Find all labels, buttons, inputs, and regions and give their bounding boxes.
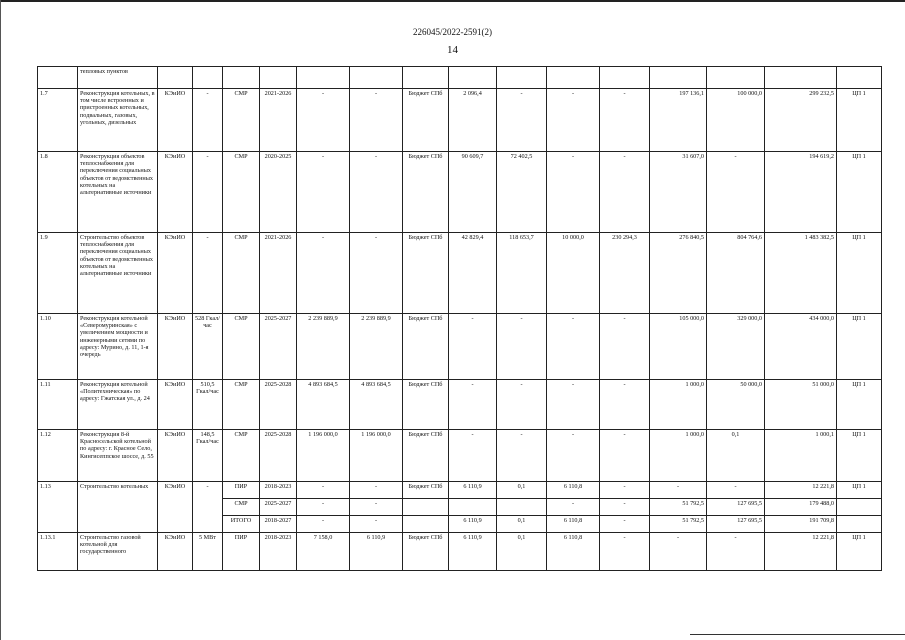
cell-year-3: 6 110,8 bbox=[547, 482, 600, 499]
cell-year-1: - bbox=[449, 314, 497, 380]
cell-year-2: - bbox=[497, 89, 547, 152]
cell-capacity: 528 Гкал/час bbox=[193, 314, 223, 380]
cell-year-2: 0,1 bbox=[497, 533, 547, 571]
cell-year-2: 0,1 bbox=[497, 482, 547, 499]
table-row bbox=[38, 67, 882, 89]
cell-year-6: 50 000,0 bbox=[707, 380, 765, 430]
cell-name: Строительство газовой котельной для государственного bbox=[78, 533, 158, 571]
cell-work: СМР bbox=[223, 152, 260, 233]
table-row bbox=[38, 430, 882, 482]
table-row bbox=[38, 533, 882, 571]
cell-cost: 1 196 000,0 bbox=[297, 430, 350, 482]
cell-cost: - bbox=[297, 482, 350, 499]
cell-year-4: - bbox=[600, 314, 650, 380]
cell-year-5: 51 792,5 bbox=[650, 516, 707, 533]
cell-cost-remaining: 6 110,9 bbox=[350, 533, 403, 571]
table-row bbox=[38, 314, 882, 380]
cell-year-1 bbox=[449, 499, 497, 516]
cell-year-6: - bbox=[707, 533, 765, 571]
table-row bbox=[38, 380, 882, 430]
cell-name: тепловых пунктов bbox=[78, 67, 158, 89]
cell-no bbox=[38, 67, 78, 89]
cell-cost: 2 239 889,9 bbox=[297, 314, 350, 380]
cell-total: 12 221,8 bbox=[765, 533, 837, 571]
cell-year-1: - bbox=[449, 380, 497, 430]
cell-capacity: 148,5 Гкал/час bbox=[193, 430, 223, 482]
cell-goal: ЦП 1 bbox=[837, 430, 882, 482]
cell-year-2: 72 402,5 bbox=[497, 152, 547, 233]
cell-year-3: - bbox=[547, 152, 600, 233]
document-number: 226045/2022-2591(2) bbox=[413, 27, 492, 37]
cell-name: Реконструкция 8-й Красносельской котельной по адресу: г. Красное Село, Кингисеппское шоссе, д. 55 bbox=[78, 430, 158, 482]
cell-year-5: 51 792,5 bbox=[650, 499, 707, 516]
cell-total: 179 488,0 bbox=[765, 499, 837, 516]
cell-year-5: - bbox=[650, 533, 707, 571]
cell-goal: ЦП 1 bbox=[837, 380, 882, 430]
cell-year-3: 10 000,0 bbox=[547, 233, 600, 314]
cell-year-1: - bbox=[449, 430, 497, 482]
cell-year-2: - bbox=[497, 314, 547, 380]
cell-cost: - bbox=[297, 233, 350, 314]
cell-cost-remaining: 1 196 000,0 bbox=[350, 430, 403, 482]
cell-period: 2021-2026 bbox=[260, 233, 297, 314]
scan-bottom-mark bbox=[690, 634, 905, 635]
cell-year-2: - bbox=[497, 380, 547, 430]
cell-period: 2025-2028 bbox=[260, 380, 297, 430]
cell-org: КЭиИО bbox=[158, 233, 193, 314]
cell-source: Бюджет СПб bbox=[403, 314, 449, 380]
cell-name: Строительство объектов теплоснабжения для переключения социальных объектов от ведомственных котельных на альтернативные источники bbox=[78, 233, 158, 314]
cell-year-6: 804 764,6 bbox=[707, 233, 765, 314]
cell-year-3: - bbox=[547, 89, 600, 152]
cell-year-6: - bbox=[707, 482, 765, 499]
cell-cost: - bbox=[297, 152, 350, 233]
cell-cost-remaining: - bbox=[350, 482, 403, 499]
cell-year-1: 6 110,9 bbox=[449, 516, 497, 533]
cell-year-6: 127 695,5 bbox=[707, 516, 765, 533]
cell-year-4: 230 294,3 bbox=[600, 233, 650, 314]
cell-total: 12 221,8 bbox=[765, 482, 837, 499]
cell-year-6: - bbox=[707, 152, 765, 233]
cell-year-4: - bbox=[600, 516, 650, 533]
cell-year-2 bbox=[497, 499, 547, 516]
cell-year-3: - bbox=[547, 314, 600, 380]
cell-source: Бюджет СПб bbox=[403, 482, 449, 499]
cell-source: Бюджет СПб bbox=[403, 89, 449, 152]
cell-cost-remaining: - bbox=[350, 89, 403, 152]
cell-period: 2018-2027 bbox=[260, 516, 297, 533]
cell-no: 1.13 bbox=[38, 482, 78, 533]
cell-year-1: 90 609,7 bbox=[449, 152, 497, 233]
table-body bbox=[38, 67, 882, 571]
cell-year-5: 197 136,1 bbox=[650, 89, 707, 152]
cell-total: 1 483 382,5 bbox=[765, 233, 837, 314]
cell-year-1: 6 110,9 bbox=[449, 533, 497, 571]
cell-year-3: - bbox=[547, 430, 600, 482]
cell-org: КЭиИО bbox=[158, 482, 193, 533]
cell-no: 1.7 bbox=[38, 89, 78, 152]
cell-source: Бюджет СПб bbox=[403, 380, 449, 430]
cell-work: СМР bbox=[223, 233, 260, 314]
cell-org: КЭиИО bbox=[158, 152, 193, 233]
cell-no: 1.12 bbox=[38, 430, 78, 482]
cell-year-4: - bbox=[600, 89, 650, 152]
cell-no: 1.11 bbox=[38, 380, 78, 430]
cell-cost-remaining: - bbox=[350, 152, 403, 233]
cell-goal: ЦП 1 bbox=[837, 89, 882, 152]
cell-total: 1 000,1 bbox=[765, 430, 837, 482]
cell-year-2: 118 653,7 bbox=[497, 233, 547, 314]
table-row bbox=[38, 482, 882, 499]
cell-year-3: 6 110,8 bbox=[547, 516, 600, 533]
cell-cost-remaining: - bbox=[350, 233, 403, 314]
table-row bbox=[38, 233, 882, 314]
cell-year-5: 31 607,0 bbox=[650, 152, 707, 233]
cell-org: КЭиИО bbox=[158, 89, 193, 152]
cell-year-6: 100 000,0 bbox=[707, 89, 765, 152]
cell-work: СМР bbox=[223, 314, 260, 380]
cell-capacity: - bbox=[193, 152, 223, 233]
cell-goal: ЦП 1 bbox=[837, 314, 882, 380]
cell-year-5: 105 000,0 bbox=[650, 314, 707, 380]
cell-year-1: 6 110,9 bbox=[449, 482, 497, 499]
page-number: 14 bbox=[447, 44, 458, 56]
cell-year-4: - bbox=[600, 533, 650, 571]
cell-source: Бюджет СПб bbox=[403, 233, 449, 314]
cell-capacity: - bbox=[193, 233, 223, 314]
cell-work: СМР bbox=[223, 499, 260, 516]
cell-period: 2020-2025 bbox=[260, 152, 297, 233]
cell-period: 2021-2026 bbox=[260, 89, 297, 152]
cell-year-5: 276 840,5 bbox=[650, 233, 707, 314]
cell-name: Реконструкция котельной «Северомуринская» с увеличением мощности и инженерными сетями по адресу: Мурино, д. 11, 1-я очередь bbox=[78, 314, 158, 380]
cell-year-4: - bbox=[600, 152, 650, 233]
cell-work: СМР bbox=[223, 430, 260, 482]
cell-year-4: - bbox=[600, 380, 650, 430]
cell-name: Строительство котельных bbox=[78, 482, 158, 533]
cell-year-4: - bbox=[600, 499, 650, 516]
cell-name: Реконструкция объектов теплоснабжения для переключения социальных объектов от ведомственных котельных на альтернативные источники bbox=[78, 152, 158, 233]
cell-capacity: - bbox=[193, 482, 223, 533]
cell-cost: - bbox=[297, 499, 350, 516]
table-row bbox=[38, 152, 882, 233]
cell-total: 191 709,8 bbox=[765, 516, 837, 533]
cell-org: КЭиИО bbox=[158, 430, 193, 482]
cell-year-3: - bbox=[547, 499, 600, 516]
cell-period: 2025-2027 bbox=[260, 499, 297, 516]
cell-year-5: - bbox=[650, 482, 707, 499]
cell-work: СМР bbox=[223, 380, 260, 430]
cell-source: Бюджет СПб bbox=[403, 152, 449, 233]
cell-cost: - bbox=[297, 89, 350, 152]
cell-year-5: 1 000,0 bbox=[650, 380, 707, 430]
cell-cost-remaining: - bbox=[350, 499, 403, 516]
cell-year-4: - bbox=[600, 482, 650, 499]
cell-no: 1.10 bbox=[38, 314, 78, 380]
cell-no: 1.9 bbox=[38, 233, 78, 314]
cell-total: 51 000,0 bbox=[765, 380, 837, 430]
cell-org: КЭиИО bbox=[158, 380, 193, 430]
cell-capacity: - bbox=[193, 89, 223, 152]
cell-year-3: 6 110,8 bbox=[547, 533, 600, 571]
scan-top-edge bbox=[0, 0, 905, 2]
cell-org: КЭиИО bbox=[158, 533, 193, 571]
cell-work: СМР bbox=[223, 89, 260, 152]
scan-left-edge bbox=[0, 0, 1, 640]
cell-capacity: 510,5 Гкал/час bbox=[193, 380, 223, 430]
cell-cost: 4 893 684,5 bbox=[297, 380, 350, 430]
cell-goal: ЦП 1 bbox=[837, 482, 882, 499]
cell-year-2: 0,1 bbox=[497, 516, 547, 533]
cell-period: 2025-2027 bbox=[260, 314, 297, 380]
cell-capacity: 5 МВт bbox=[193, 533, 223, 571]
cell-cost: 7 158,0 bbox=[297, 533, 350, 571]
cell-cost-remaining: 4 893 684,5 bbox=[350, 380, 403, 430]
cell-year-3: - bbox=[547, 380, 600, 430]
cell-total: 299 232,5 bbox=[765, 89, 837, 152]
cell-work: ИТОГО bbox=[223, 516, 260, 533]
cell-cost-remaining: - bbox=[350, 516, 403, 533]
cell-work: ПИР bbox=[223, 482, 260, 499]
cell-name: Реконструкция котельных, в том числе встроенных и пристроенных котельных, подвальных, газовых, угольных, дизельных bbox=[78, 89, 158, 152]
cell-total: 194 619,2 bbox=[765, 152, 837, 233]
cell-cost-remaining: 2 239 889,9 bbox=[350, 314, 403, 380]
cell-year-4: - bbox=[600, 430, 650, 482]
cell-year-1: 42 829,4 bbox=[449, 233, 497, 314]
cell-period: 2018-2023 bbox=[260, 533, 297, 571]
cell-year-5: 1 000,0 bbox=[650, 430, 707, 482]
cell-goal: ЦП 1 bbox=[837, 533, 882, 571]
cell-goal: ЦП 1 bbox=[837, 152, 882, 233]
table-row bbox=[38, 89, 882, 152]
cell-source: Бюджет СПб bbox=[403, 533, 449, 571]
cell-total: 434 000,0 bbox=[765, 314, 837, 380]
cell-name: Реконструкция котельной «Политехническая» по адресу: Гжатская ул., д. 24 bbox=[78, 380, 158, 430]
cell-period: 2018-2023 bbox=[260, 482, 297, 499]
cell-no: 1.8 bbox=[38, 152, 78, 233]
cell-goal: ЦП 1 bbox=[837, 233, 882, 314]
cell-year-1: 2 096,4 bbox=[449, 89, 497, 152]
cell-no: 1.13.1 bbox=[38, 533, 78, 571]
cell-cost: - bbox=[297, 516, 350, 533]
cell-source: Бюджет СПб bbox=[403, 430, 449, 482]
program-table bbox=[37, 66, 882, 571]
cell-year-2: - bbox=[497, 430, 547, 482]
cell-year-6: 329 000,0 bbox=[707, 314, 765, 380]
cell-org: КЭиИО bbox=[158, 314, 193, 380]
cell-work: ПИР bbox=[223, 533, 260, 571]
cell-period: 2025-2028 bbox=[260, 430, 297, 482]
cell-year-6: 0,1 bbox=[707, 430, 765, 482]
cell-year-6: 127 695,5 bbox=[707, 499, 765, 516]
